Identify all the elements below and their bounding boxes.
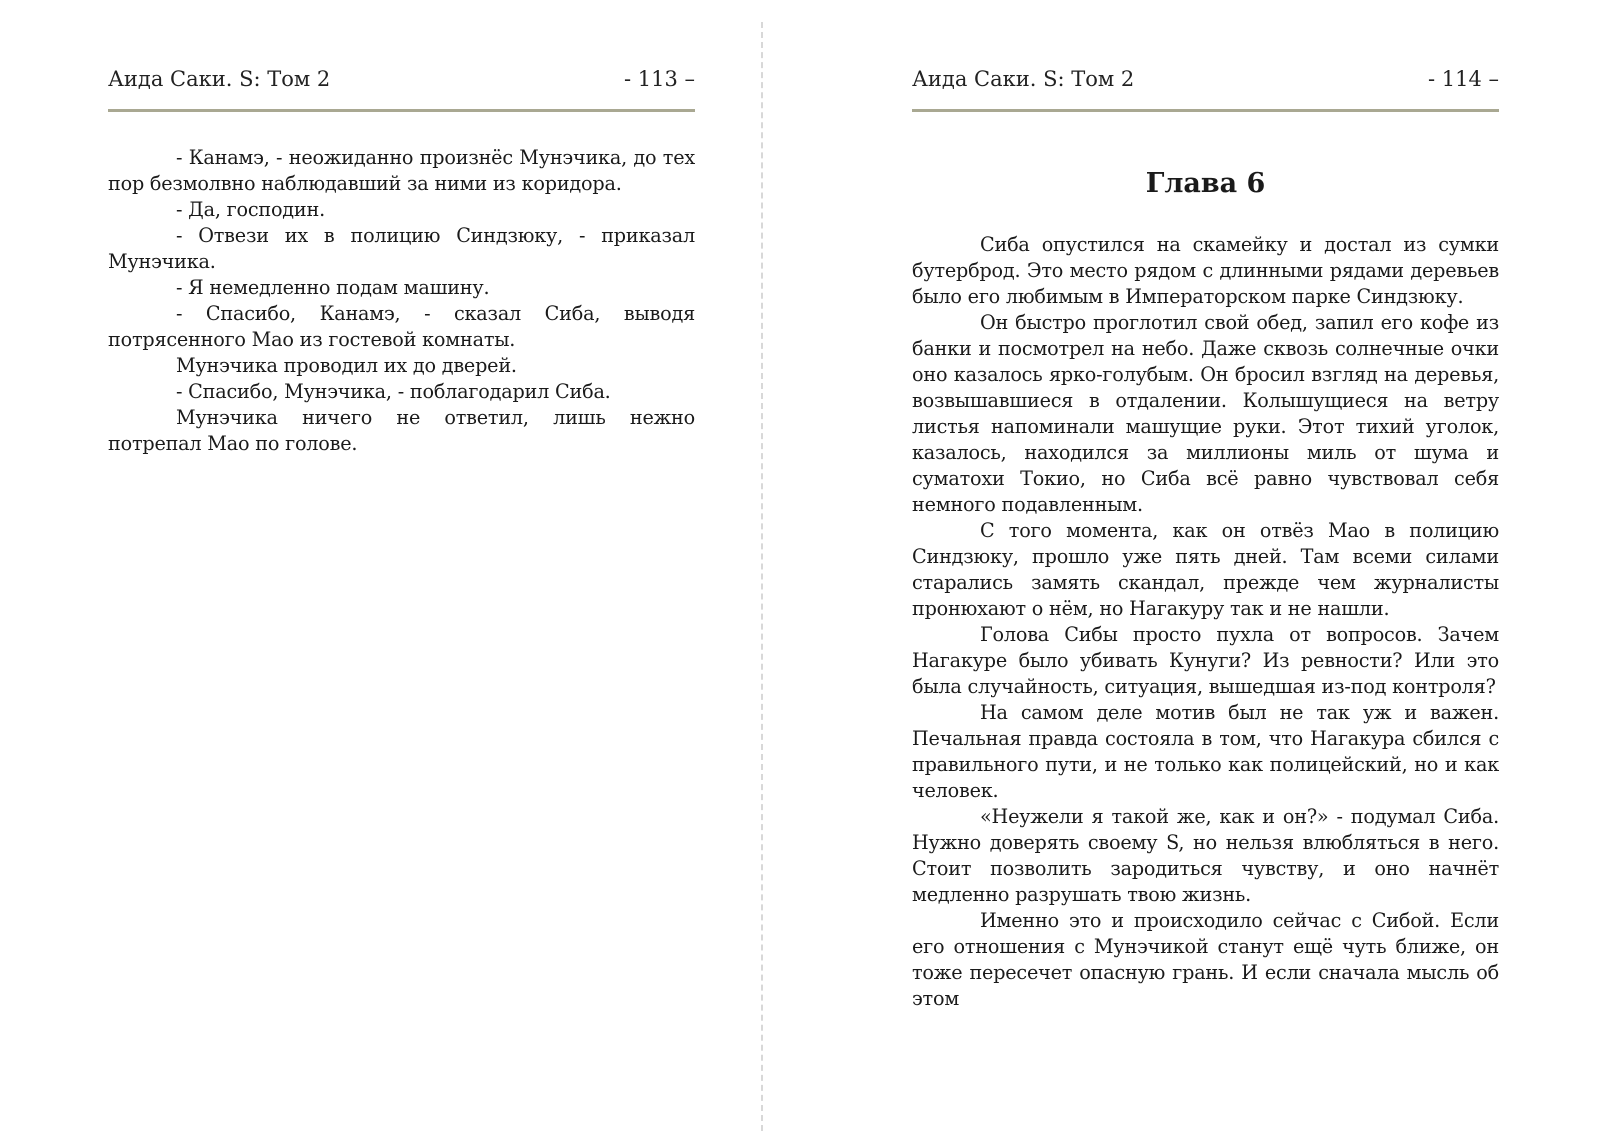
- paragraph: «Неужели я такой же, как и он?» - подумал Сиба. Нужно доверять своему S, но нельзя влюбляться в него. Стоит позволить зародиться чувству, и оно начнёт медленно разрушать твою жизнь.: [912, 805, 1499, 906]
- chapter-title: Глава 6: [1145, 168, 1266, 199]
- paragraph: Сиба опустился на скамейку и достал из сумки бутерброд. Это место рядом с длинными рядами деревьев было его любимым в Императорском парке Синдзюку.: [912, 233, 1499, 308]
- paragraph: Мунэчика проводил их до дверей.: [176, 354, 517, 377]
- paragraph: Мунэчика ничего не ответил, лишь нежно потрепал Мао по голове.: [108, 406, 695, 455]
- paragraph: Голова Сибы просто пухла от вопросов. Зачем Нагакуре было убивать Кунуги? Из ревности? Или это была случайность, ситуация, вышедшая из-под контроля?: [912, 623, 1499, 698]
- running-header: [912, 64, 1499, 94]
- body-text: [108, 145, 695, 457]
- paragraph: - Канамэ, - неожиданно произнёс Мунэчика, до тех пор безмолвно наблюдавший за ними из коридора.: [108, 146, 695, 195]
- paragraph: - Я немедленно подам машину.: [176, 276, 490, 299]
- paragraph: - Спасибо, Мунэчика, - поблагодарил Сиба.: [176, 380, 611, 403]
- header-book-title: Аида Саки. S: Том 2: [912, 67, 1135, 91]
- paragraph: Именно это и происходило сейчас с Сибой. Если его отношения с Мунэчикой станут ещё чуть ближе, он тоже пересечет опасную грань. И если сначала мысль об этом: [912, 909, 1499, 1010]
- paragraph: На самом деле мотив был не так уж и важен. Печальная правда состояла в том, что Нагакура сбился с правильного пути, и не только как полицейский, но и как человек.: [912, 701, 1499, 802]
- body-text: [912, 232, 1499, 1012]
- left-page: [108, 0, 695, 1131]
- header-rule: [108, 109, 695, 112]
- header-rule: [912, 109, 1499, 112]
- paragraph: Он быстро проглотил свой обед, запил его кофе из банки и посмотрел на небо. Даже сквозь солнечные очки оно казалось ярко-голубым. Он бросил взгляд на деревья, возвышавшиеся в отдалении. Колышущиеся на ветру листья напоминали машущие руки. Этот тихий уголок, казалось, находился за миллионы миль от шума и суматохи Токио, но Сиба всё равно чувствовал себя немного подавленным.: [912, 311, 1499, 516]
- paragraph: - Спасибо, Канамэ, - сказал Сиба, выводя потрясенного Мао из гостевой комнаты.: [108, 302, 695, 351]
- header-book-title: Аида Саки. S: Том 2: [108, 67, 331, 91]
- right-page: [912, 0, 1499, 1131]
- page-gutter-divider: [761, 22, 763, 1131]
- paragraph: С того момента, как он отвёз Мао в полицию Синдзюку, прошло уже пять дней. Там всеми силами старались замять скандал, прежде чем журналисты пронюхают о нём, но Нагакуру так и не нашли.: [912, 519, 1499, 620]
- page-number: - 113 –: [623, 67, 695, 91]
- running-header: [108, 64, 695, 94]
- page-number: - 114 –: [1427, 67, 1499, 91]
- paragraph: - Да, господин.: [176, 198, 326, 221]
- paragraph: - Отвези их в полицию Синдзюку, - приказал Мунэчика.: [108, 224, 695, 273]
